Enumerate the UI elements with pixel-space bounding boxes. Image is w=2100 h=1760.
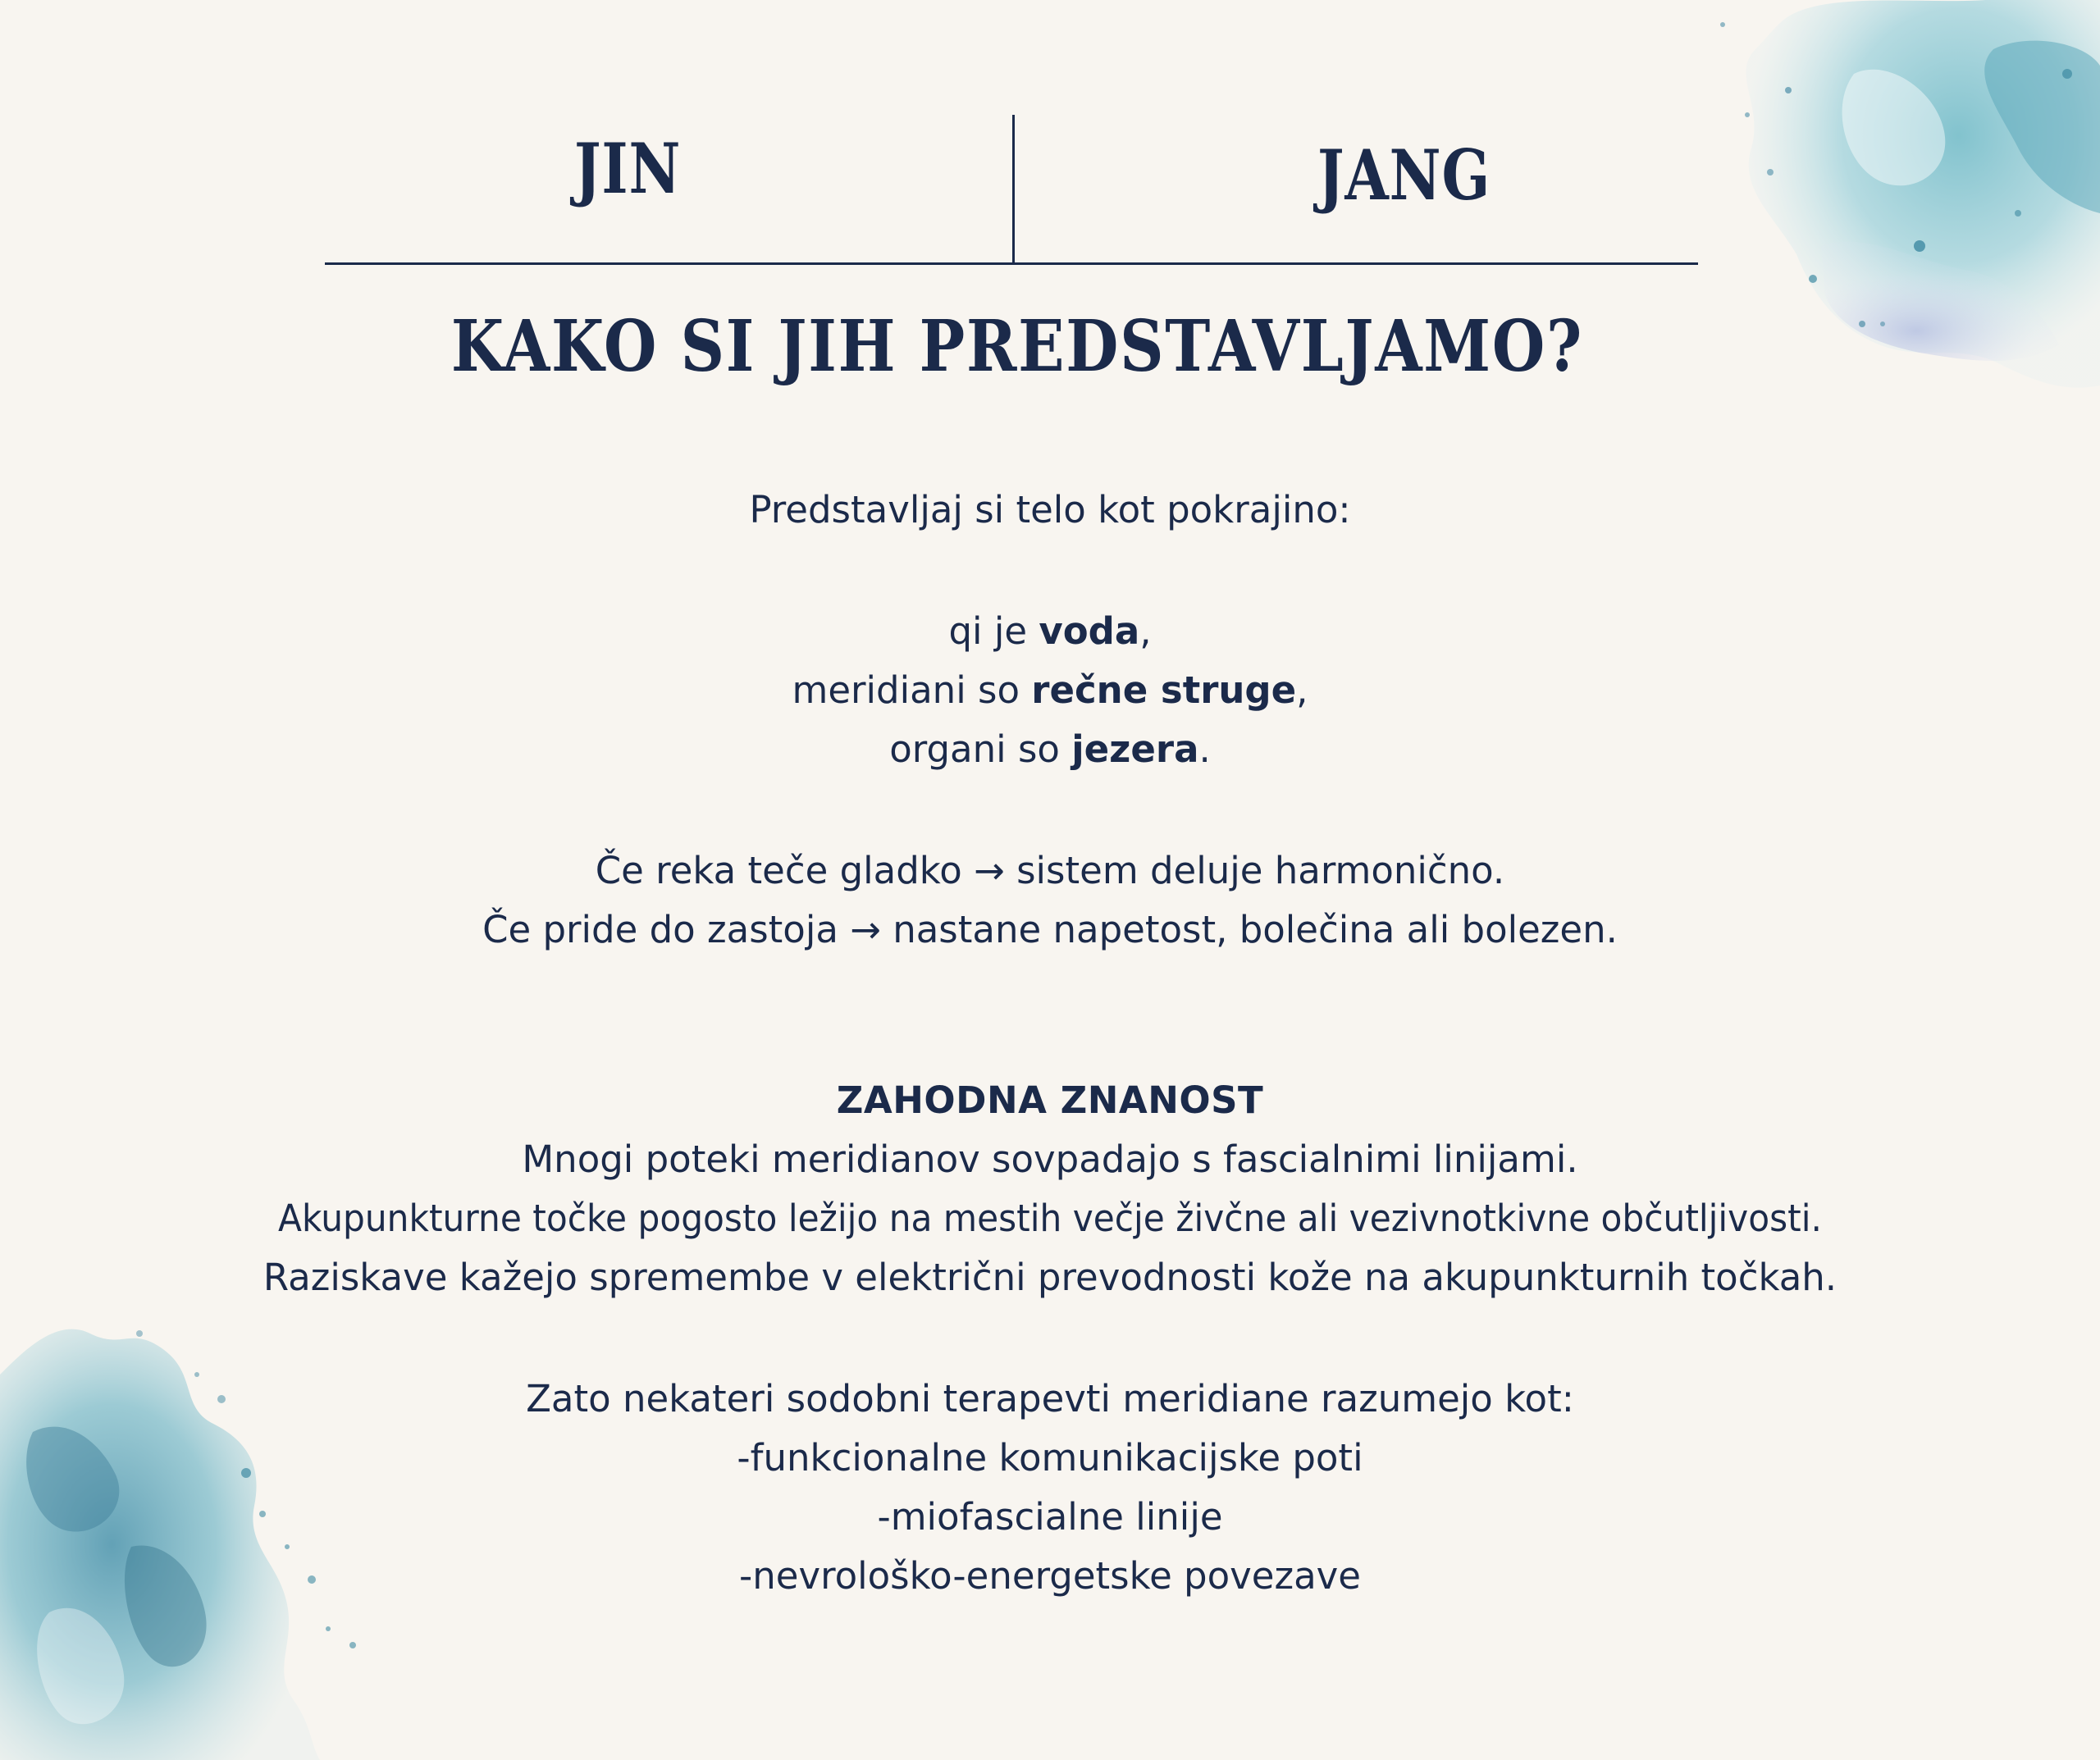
metaphor-line-qi bbox=[0, 602, 2100, 661]
flow-line-blockage: Če pride do zastoja → nastane napetost, bolečina ali bolezen. bbox=[482, 908, 1618, 951]
jang-title: JANG bbox=[1317, 135, 1491, 216]
metaphor-text: meridiani so bbox=[792, 668, 1032, 712]
spacer bbox=[0, 1307, 2100, 1370]
metaphor-text: qi je bbox=[948, 609, 1039, 653]
modern-view-item: -funkcionalne komunikacijske poti bbox=[737, 1436, 1363, 1480]
western-science-line: Mnogi poteki meridianov sovpadajo s fascialnimi linijami. bbox=[522, 1138, 1578, 1181]
spacer bbox=[0, 779, 2100, 841]
metaphor-punct: , bbox=[1139, 609, 1152, 653]
western-science-line bbox=[0, 1189, 2100, 1248]
intro-section bbox=[0, 481, 2100, 960]
metaphor-keyword: jezera bbox=[1071, 727, 1199, 771]
metaphor-keyword: rečne struge bbox=[1031, 668, 1297, 712]
western-science-title: ZAHODNA ZNANOST bbox=[836, 1078, 1264, 1122]
flow-line-harmony: Če reka teče gladko → sistem deluje harmonično. bbox=[595, 849, 1505, 892]
metaphor-text: organi so bbox=[889, 727, 1072, 771]
western-science-section bbox=[0, 1071, 2100, 1606]
metaphor-keyword: voda bbox=[1039, 609, 1140, 653]
main-heading: KAKO SI JIH PREDSTAVLJAMO? bbox=[450, 305, 1584, 388]
metaphor-line-meridians bbox=[0, 661, 2100, 720]
metaphor-line-organs bbox=[0, 720, 2100, 779]
metaphor-punct: . bbox=[1198, 727, 1211, 771]
header-horizontal-divider bbox=[325, 262, 1698, 265]
header-vertical-divider bbox=[1012, 115, 1015, 264]
modern-view-item: -nevrološko-energetske povezave bbox=[739, 1554, 1361, 1598]
modern-view-intro: Zato nekateri sodobni terapevti meridiane razumejo kot: bbox=[526, 1377, 1574, 1420]
metaphor-punct: , bbox=[1296, 668, 1308, 712]
spacer bbox=[0, 540, 2100, 602]
western-science-text: Akupunkturne točke pogosto ležijo na mestih večje živčne ali vezivnotkivne občutljivosti. bbox=[278, 1197, 1822, 1240]
modern-view-item: -miofascialne linije bbox=[877, 1495, 1223, 1539]
western-science-line: Raziskave kažejo spremembe v električni prevodnosti kože na akupunkturnih točkah. bbox=[262, 1256, 1838, 1299]
jin-title: JIN bbox=[574, 128, 682, 209]
intro-line: Predstavljaj si telo kot pokrajino: bbox=[749, 488, 1351, 531]
